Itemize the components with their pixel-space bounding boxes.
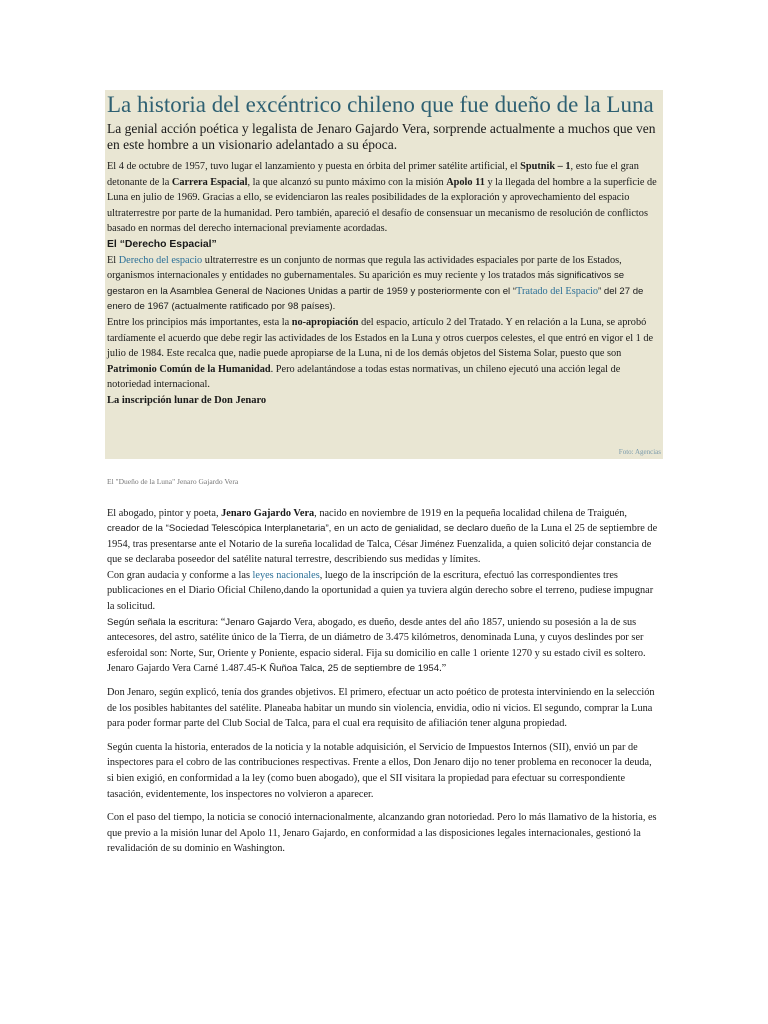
link-derecho-del-espacio[interactable]: Derecho del espacio [118,254,203,266]
paragraph-impuestos: Según cuenta la historia, enterados de la noticia y la notable adquisición, el Servicio de Impuestos Internos (SII), envió un par de inspectores para el cobro de las contribuciones respectivas. Frente a ellos, Don Jenaro dijo no tener problema en reconocer la deuda, si bien exigió, en conformidad a la ley (como buen abogado), que el SII visitara la propiedad para efectuar su correspondiente tasación, evidentemente, los inspectores no volvieron a aparecer. [107,741,652,800]
photo-caption: El "Dueño de la Luna" Jenaro Gajardo Vera [107,476,239,486]
bold-apolo: Apolo 11 [446,176,485,188]
text: ” del 27 de enero de 1967 (actualmente ratificado por 98 países). [107,285,644,313]
paragraph-jenaro [105,506,663,568]
text: . Pero adelantándose a todas estas normativas, un chileno ejecutó una acción legal de notoriedad internacional. [107,363,621,391]
text: , luego de la inscripción de la escritura, efectuó las correspondientes tres publicaciones en el Diario Oficial Chileno,dando la oportunidad a quien ya tuviera algún derecho sobre el terreno, pudiese impugnar la solicitud. [107,569,654,613]
bold-patrimonio: Patrimonio Común de la Humanidad [107,363,271,375]
article-highlight-block [105,90,663,459]
bold-no-apropiacion: no-apropiación [291,316,359,328]
link-tratado-del-espacio[interactable]: Tratado del Espacio [516,285,599,297]
paragraph-washington: Con el paso del tiempo, la noticia se conoció internacionalmente, alcanzando gran notoriedad. Pero lo más llamativo de la historia, es que previo a la misión lunar del Apolo 11, Jenaro Gajardo, en conformidad a las disposiciones legales internacionales, gestionó la revalidación de su dominio en Washington. [107,812,657,855]
text: y la llegada del hombre a la superficie de Luna en julio de 1969. Gracias a ello, se evidenciaron las reales posibilidades de la exploración y aprovechamiento del espacio ultraterrestre por parte de la humanidad. Pero también, apareció el desafío de consensuar un mecanismo de resolución de conflictos basado en normas del derecho internacional previamente acordadas. [107,176,657,235]
text: : “ [215,616,226,628]
text: creador de la “Sociedad Telescópica Interplanetaria”, en un acto de genialidad, se declaro [107,523,489,535]
bold-sputnik: Sputnik – 1 [520,161,571,172]
article [105,90,663,857]
text: Jenaro Gajardo [225,616,292,628]
text: Según señala la escritura [107,616,216,628]
paragraph-sputnik [105,159,663,237]
text: dueño de la Luna el 25 de septiembre de 1954, tras presentarse ante el Notario de la sureña localidad de Talca, César Jiménez Fuenzalida, a quien solicitó dejar constancia de que se declaraba poseedor del satélite natural terrestre, describiendo sus medidas y límites. [107,523,658,566]
bold-jenaro: Jenaro Gajardo Vera [221,507,315,519]
paragraph-derecho [105,253,663,315]
text: Con gran audacia y conforme a las [107,569,253,581]
text: , nacido en noviembre de 1919 en la pequeña localidad chilena de Traiguén, [314,507,627,519]
photo-area [105,409,663,459]
article-body [105,506,663,857]
photo-credit: Foto: Agencias [618,447,661,456]
text: El [107,254,119,266]
paragraph-principios [105,315,663,393]
text: , la que alcanzó su punto máximo con la misión [247,176,447,188]
article-title: La historia del excéntrico chileno que fue dueño de la Luna [107,92,654,117]
heading-inscripcion: La inscripción lunar de Don Jenaro [107,394,267,406]
paragraph-objetivos: Don Jenaro, según explicó, tenía dos grandes objetivos. El primero, efectuar un acto poético de protesta interviniendo en la selección de los posibles habitantes del satélite. Planeaba habitar un mundo sin violencia, envidia, odio ni vicios. El segundo, comprar la Luna para poder formar parte del Club Social de Talca, para el cual era requisito de afiliación tener alguna propiedad. [107,687,655,730]
text: Vera, abogado, es dueño, desde antes del año 1857, uniendo su posesión a la de sus antecesores, del astro, satélite único de la Tierra, de un diámetro de 3.475 kilómetros, denominada Luna, y cuyos deslindes por ser esferoidal son: Norte, Sur, Oriente y Poniente, espacio sideral. Fija su domicilio en calle 1 oriente 1270 y su estado civil es soltero. Jenaro Gajardo Vera Carné 1.487.45- [107,616,646,675]
text: del espacio, artículo 2 del Tratado. Y en relación a la Luna, se aprobó tardíamente el acuerdo que debe regir las actividades de los Estados en la Luna y otros cuerpos celestes, el que entró en vigor el 1 de julio de 1984. Este recalca que, nadie puede apropiarse de la Luna, ni de los demás objetos del Sistema Solar, puesto que son [107,316,654,360]
text: El 4 de octubre de 1957, tuvo lugar el lanzamiento y puesta en órbita del primer satélite artificial, el [107,161,521,172]
text: significativos se gestaron en la Asamblea General de Naciones Unidas a partir de 1959 y posteriormente con el “ [107,270,625,297]
bold-carrera-espacial: Carrera Espacial [171,176,248,188]
heading-derecho-espacial: El “Derecho Espacial” [107,238,217,250]
text: , esto fue el gran detonante de la [107,161,639,188]
paragraph-escritura [105,615,663,677]
text: .” [439,663,447,675]
article-lead: La genial acción poética y legalista de Jenaro Gajardo Vera, sorprende actualmente a muchos que ven en este hombre a un visionario adelantado a su época. [107,121,656,152]
text: K Ñuñoa Talca, 25 de septiembre de 1954 [260,663,440,675]
paragraph-leyes [105,568,663,615]
text: ultraterrestre es un conjunto de normas que regula las actividades espaciales por parte de los Estados, organismos internacionales y entidades no gubernamentales. Su aparición es muy reciente y los tratados más [107,254,622,282]
text: El abogado, pintor y poeta, [107,507,222,519]
link-leyes-nacionales[interactable]: leyes nacionales [252,569,320,581]
text: Entre los principios más importantes, esta la [107,316,292,328]
